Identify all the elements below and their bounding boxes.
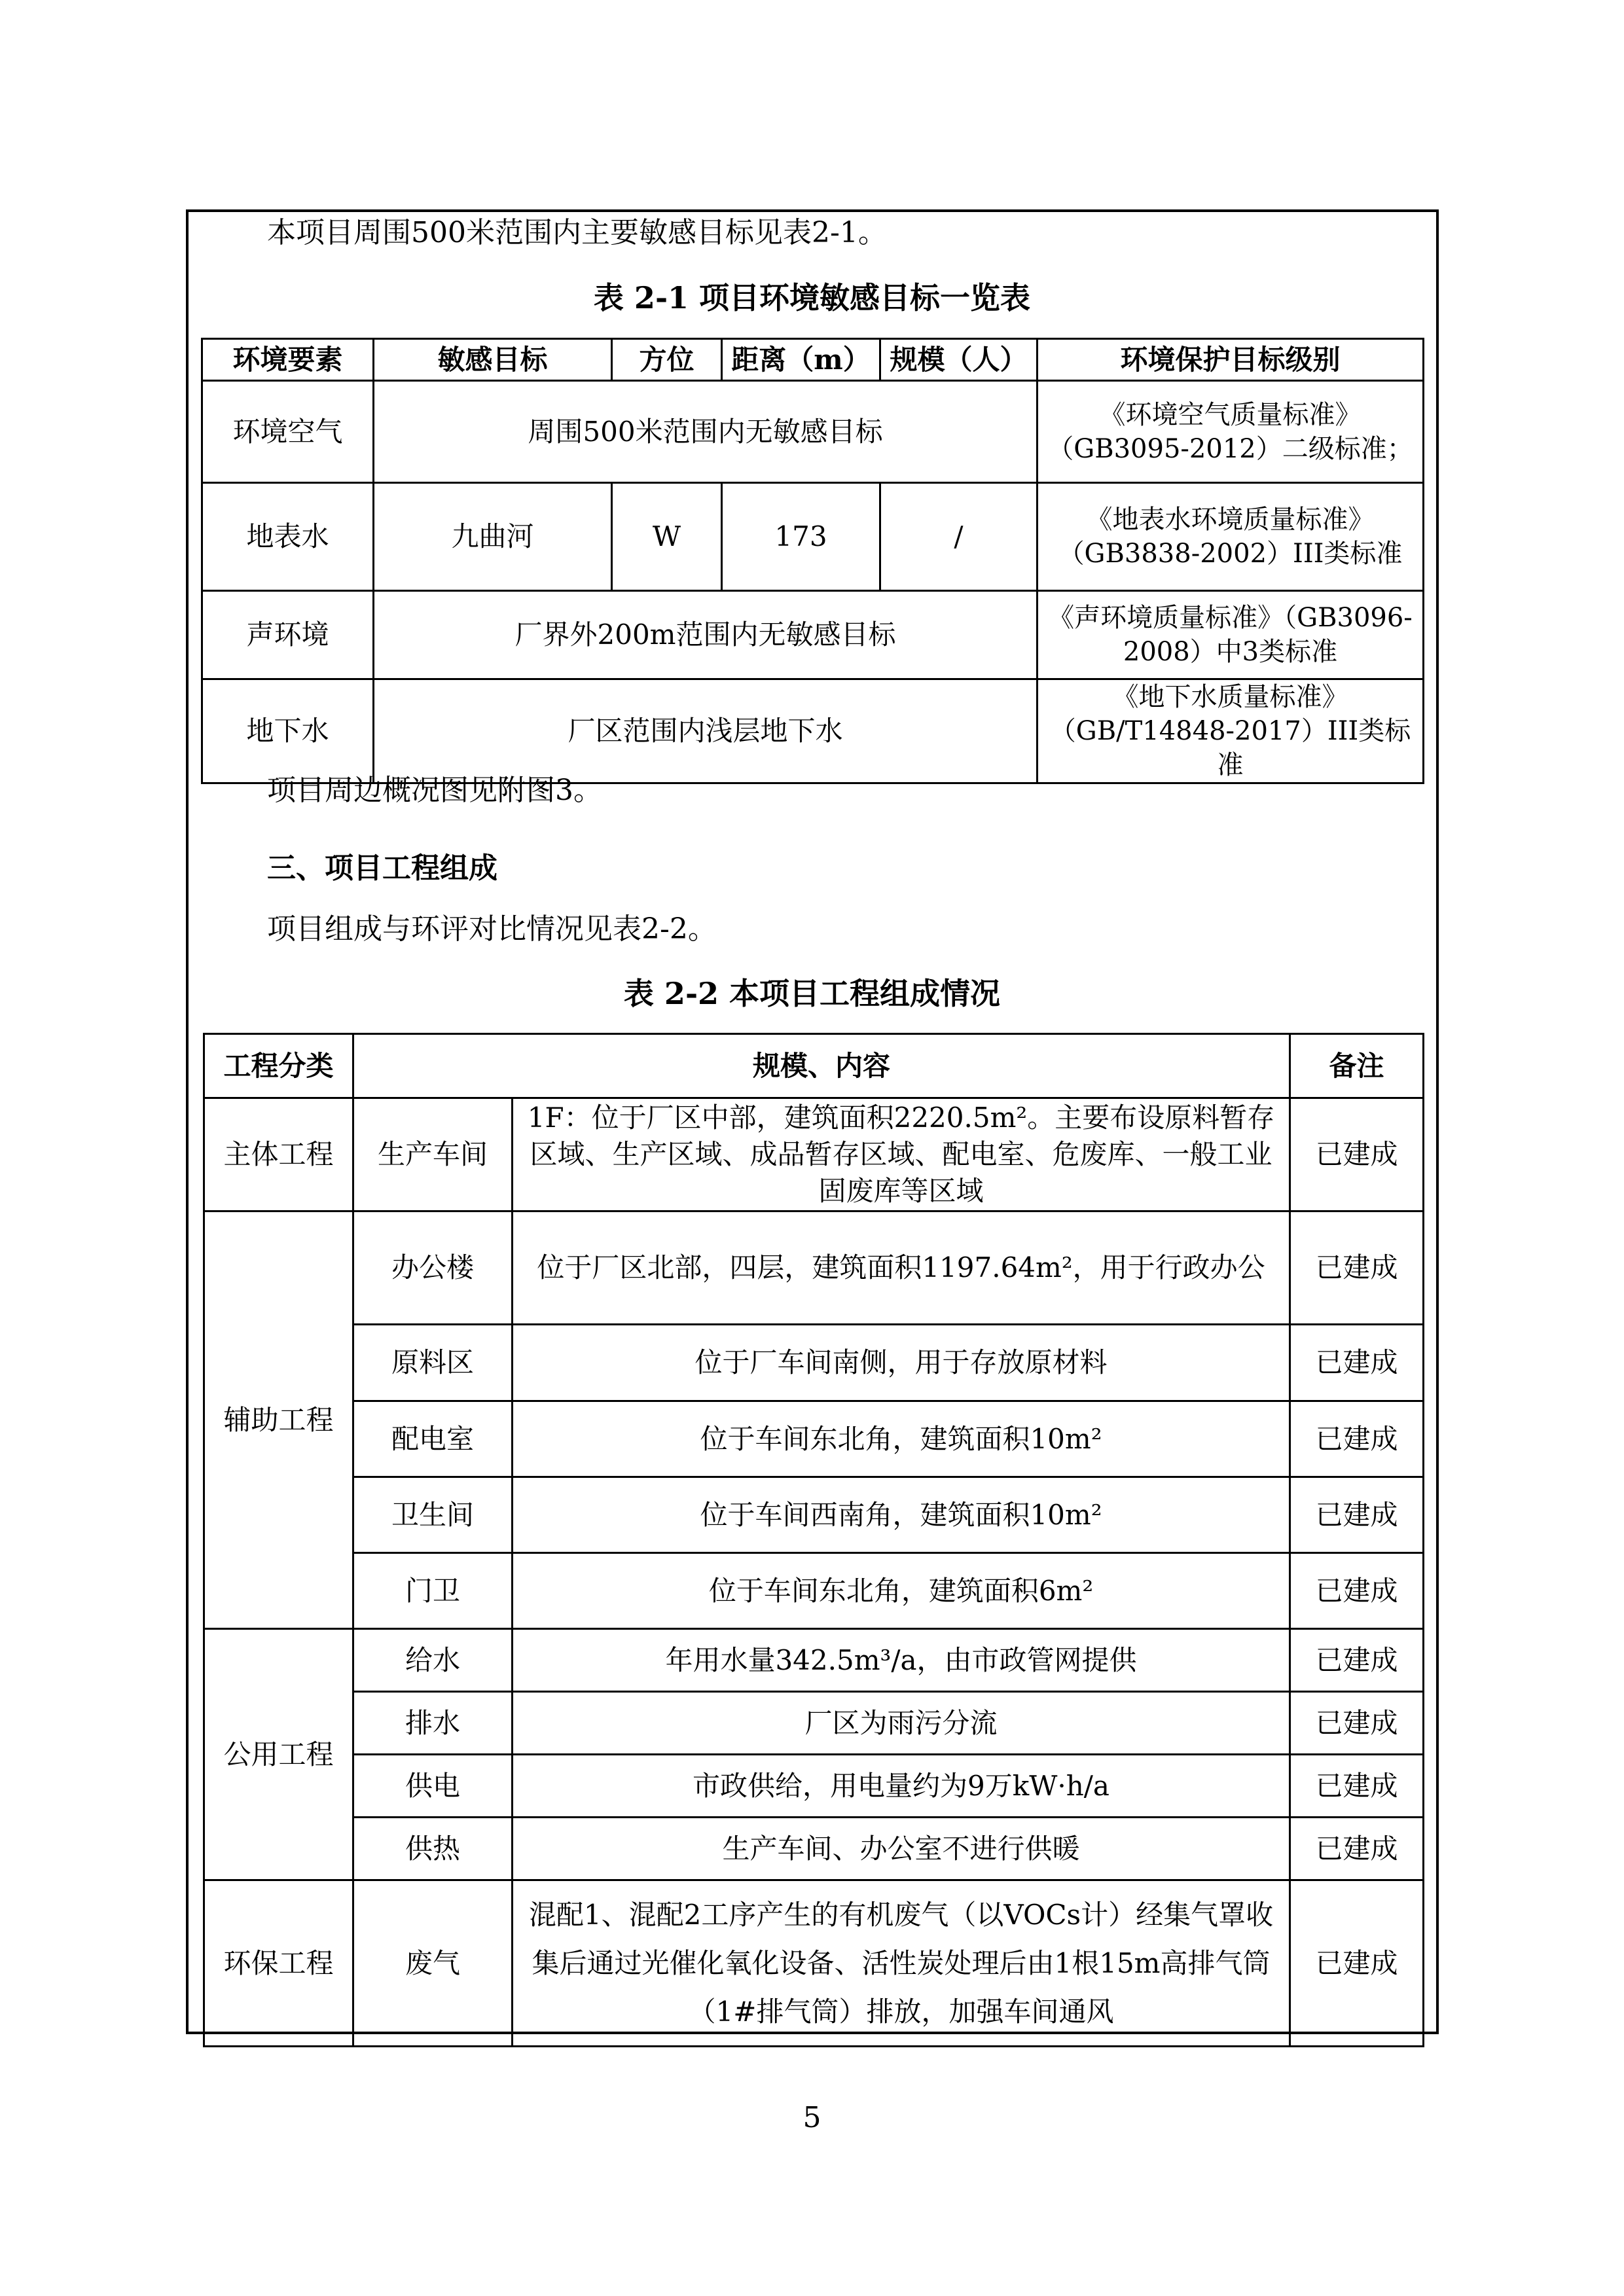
- item-note: 已建成: [1290, 1477, 1424, 1553]
- table2-header-row: [204, 1034, 1424, 1098]
- item-content: 位于车间西南角，建筑面积10m²: [513, 1477, 1290, 1553]
- table-row: [204, 1211, 1424, 1325]
- table1-header-row: [202, 339, 1424, 381]
- item-note: 已建成: [1290, 1211, 1424, 1325]
- intro-paragraph: 本项目周围500米范围内主要敏感目标见表2-1。: [267, 216, 887, 249]
- table-row: [204, 1325, 1424, 1401]
- item-note: 已建成: [1290, 1553, 1424, 1629]
- table2-title: 表 2-2 本项目工程组成情况: [623, 976, 1001, 1011]
- table1-title: 表 2-1 项目环境敏感目标一览表: [593, 280, 1031, 315]
- env-element: 环境空气: [202, 381, 374, 483]
- item-name: 办公楼: [353, 1211, 513, 1325]
- paragraph-surroundings: 项目周边概况图见附图3。: [267, 774, 602, 807]
- section-heading: 三、项目工程组成: [267, 852, 497, 885]
- table2-header: 备注: [1290, 1034, 1424, 1098]
- table-row: [202, 483, 1424, 591]
- table1-header: 距离（m）: [722, 339, 880, 381]
- item-content: 位于车间东北角，建筑面积10m²: [513, 1401, 1290, 1477]
- table2: [203, 1033, 1424, 2047]
- table-row: [204, 1553, 1424, 1629]
- item-note: 已建成: [1290, 1098, 1424, 1211]
- protection-standard: 《地下水质量标准》（GB/T14848-2017）III类标准: [1038, 679, 1424, 783]
- distance: 173: [722, 483, 880, 591]
- item-name: 卫生间: [353, 1477, 513, 1553]
- item-content: 厂区为雨污分流: [513, 1692, 1290, 1755]
- item-note: 已建成: [1290, 1325, 1424, 1401]
- env-element: 声环境: [202, 591, 374, 679]
- category-public: 公用工程: [204, 1629, 353, 1880]
- sensitive-target: 九曲河: [374, 483, 612, 591]
- protection-standard: 《声环境质量标准》（GB3096-2008）中3类标准: [1038, 591, 1424, 679]
- table-row: [204, 1880, 1424, 2047]
- item-name: 门卫: [353, 1553, 513, 1629]
- table-row: [204, 1755, 1424, 1818]
- table1-header: 规模（人）: [880, 339, 1038, 381]
- item-note: 已建成: [1290, 1818, 1424, 1880]
- direction: W: [612, 483, 722, 591]
- item-note: 已建成: [1290, 1401, 1424, 1477]
- sensitive-target: 厂区范围内浅层地下水: [374, 679, 1038, 783]
- table1-header: 敏感目标: [374, 339, 612, 381]
- item-content: 1F：位于厂区中部，建筑面积2220.5m²。主要布设原料暂存区域、生产区域、成品暂存区域、配电室、危废库、一般工业固废库等区域: [513, 1098, 1290, 1211]
- item-name: 供热: [353, 1818, 513, 1880]
- item-content: 位于车间东北角，建筑面积6m²: [513, 1553, 1290, 1629]
- table-row: [204, 1818, 1424, 1880]
- table1: [201, 338, 1424, 784]
- table-row: [204, 1477, 1424, 1553]
- table1-header: 环境要素: [202, 339, 374, 381]
- item-name: 生产车间: [353, 1098, 513, 1211]
- item-content: 年用水量342.5m³/a，由市政管网提供: [513, 1629, 1290, 1692]
- sensitive-target: 周围500米范围内无敏感目标: [374, 381, 1038, 483]
- paragraph-composition: 项目组成与环评对比情况见表2-2。: [267, 912, 717, 946]
- item-name: 废气: [353, 1880, 513, 2047]
- table-row: [202, 591, 1424, 679]
- item-content: 生产车间、办公室不进行供暖: [513, 1818, 1290, 1880]
- table-row: [202, 679, 1424, 783]
- item-note: 已建成: [1290, 1755, 1424, 1818]
- category-env: 环保工程: [204, 1880, 353, 2047]
- table-row: [202, 381, 1424, 483]
- table2-header: 工程分类: [204, 1034, 353, 1098]
- item-content: 混配1、混配2工序产生的有机废气（以VOCs计）经集气罩收集后通过光催化氧化设备、活性炭处理后由1根15m高排气筒（1#排气筒）排放，加强车间通风: [513, 1880, 1290, 2047]
- env-element: 地下水: [202, 679, 374, 783]
- table-row: [204, 1629, 1424, 1692]
- table-row: [204, 1692, 1424, 1755]
- table-row: [204, 1098, 1424, 1211]
- item-note: 已建成: [1290, 1880, 1424, 2047]
- category-main: 主体工程: [204, 1098, 353, 1211]
- protection-standard: 《环境空气质量标准》（GB3095-2012）二级标准；: [1038, 381, 1424, 483]
- item-name: 排水: [353, 1692, 513, 1755]
- item-name: 配电室: [353, 1401, 513, 1477]
- scale: /: [880, 483, 1038, 591]
- item-name: 给水: [353, 1629, 513, 1692]
- table-row: [204, 1401, 1424, 1477]
- item-name: 原料区: [353, 1325, 513, 1401]
- item-content: 位于厂区北部，四层，建筑面积1197.64m²，用于行政办公: [513, 1211, 1290, 1325]
- item-note: 已建成: [1290, 1692, 1424, 1755]
- table1-header: 方位: [612, 339, 722, 381]
- item-note: 已建成: [1290, 1629, 1424, 1692]
- item-content: 位于厂车间南侧，用于存放原材料: [513, 1325, 1290, 1401]
- item-content: 市政供给，用电量约为9万kW·h/a: [513, 1755, 1290, 1818]
- protection-standard: 《地表水环境质量标准》（GB3838-2002）III类标准: [1038, 483, 1424, 591]
- category-aux: 辅助工程: [204, 1211, 353, 1629]
- sensitive-target: 厂界外200m范围内无敏感目标: [374, 591, 1038, 679]
- item-name: 供电: [353, 1755, 513, 1818]
- table1-header: 环境保护目标级别: [1038, 339, 1424, 381]
- page-number: 5: [803, 2101, 821, 2134]
- table2-header: 规模、内容: [353, 1034, 1290, 1098]
- env-element: 地表水: [202, 483, 374, 591]
